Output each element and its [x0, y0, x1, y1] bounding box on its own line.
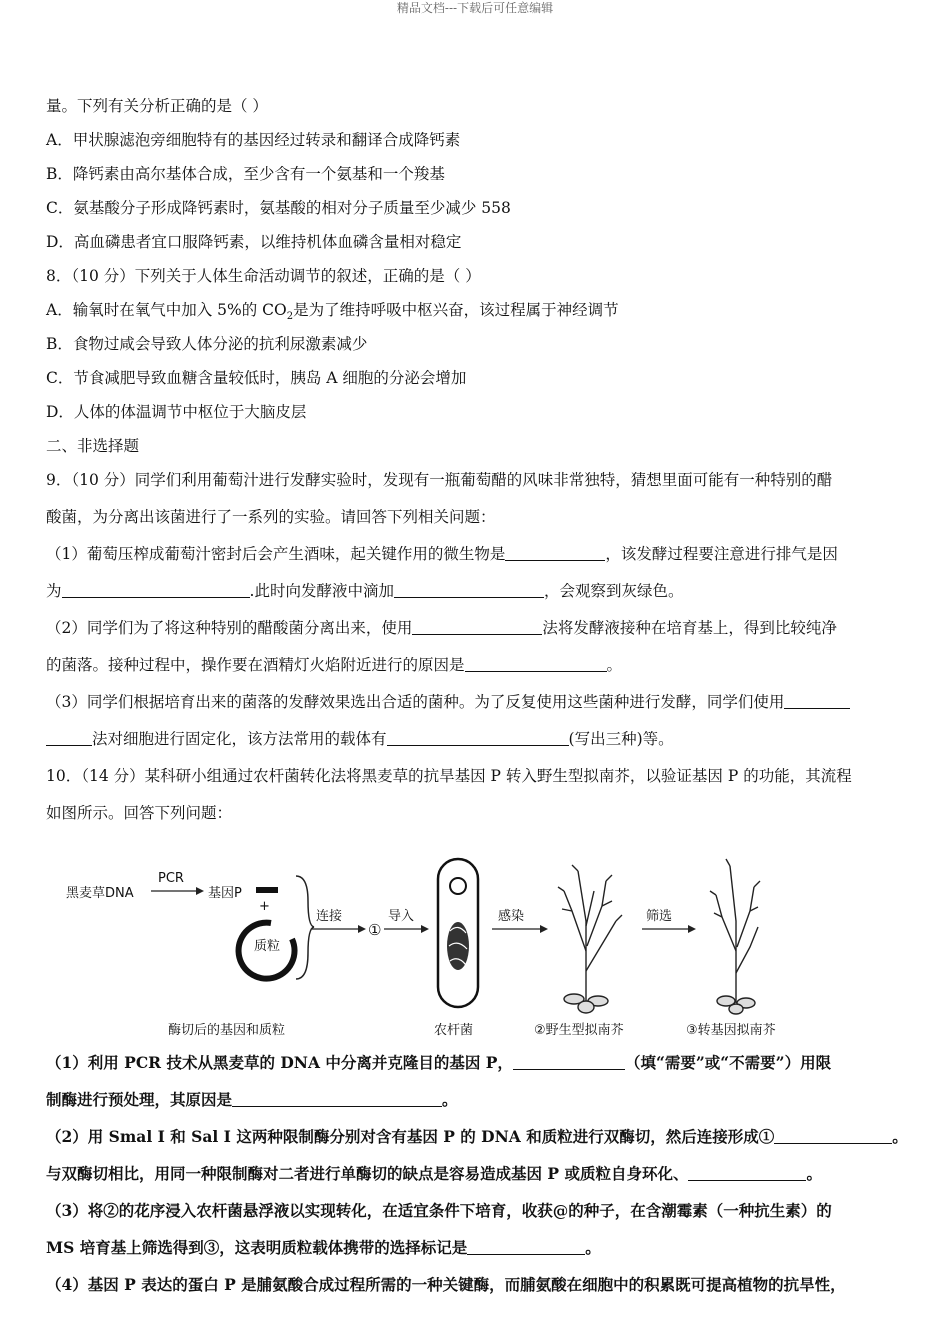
q9-part1-line2: 为 .此时向发酵液中滴加 ，会观察到灰绿色。 — [46, 582, 684, 600]
screen-label: 筛选 — [646, 909, 673, 924]
answer-blank — [784, 692, 850, 709]
answer-blank — [412, 618, 542, 635]
answer-blank — [467, 1238, 585, 1255]
answer-blank — [62, 581, 250, 598]
gene-label: 基因P — [208, 886, 242, 901]
q10-part1-line1: （1）利用 PCR 技术从黑麦草的 DNA 中分离并克隆目的基因 P， （填“需要”或“不需要”）用限 — [46, 1053, 832, 1072]
q10-part3-line1: （3）将②的花序浸入农杆菌悬浮液以实现转化，在适宜条件下培育，收获@的种子，在含潮霉素（一种抗生素）的 — [46, 1201, 832, 1220]
q10-part1-line2: 制酶进行预处理，其原因是 。 — [46, 1090, 458, 1109]
plasmid-in-cell-icon — [450, 878, 466, 894]
infect-label: 感染 — [498, 909, 525, 924]
import-label: 导入 — [388, 909, 415, 924]
answer-blank — [505, 544, 605, 561]
q9-part2-line2: 的菌落。接种过程中，操作要在酒精灯火焰附近进行的原因是 。 — [46, 656, 623, 674]
plasmid-label: 质粒 — [254, 939, 281, 954]
q10-flow-diagram — [46, 851, 906, 1041]
answer-blank — [387, 729, 569, 746]
q7-option-c: C．氨基酸分子形成降钙素时，氨基酸的相对分子质量至少减少 558 — [46, 199, 511, 217]
answer-blank — [465, 655, 607, 672]
q8-option-a: A．输氧时在氧气中加入 5%的 $CO_2$是为了维持呼吸中枢兴奋，该过程属于神经调节 — [46, 301, 619, 323]
q9-part1-line1: （1）葡萄压榨成葡萄汁密封后会产生酒味，起关键作用的微生物是 ，该发酵过程要注意进行排气是因 — [46, 545, 838, 563]
q8-option-d: D．人体的体温调节中枢位于大脑皮层 — [46, 403, 307, 421]
page-header: 精品文档---下载后可任意编辑 — [396, 1, 554, 15]
q9-stem-line1: 9．（10 分）同学们利用葡萄汁进行发酵实验时，发现有一瓶葡萄醋的风味非常独特，猜想里面可能有一种特别的醋 — [46, 471, 833, 489]
q10-part2-line1: （2）用 Smal I 和 Sal I 这两种限制酶分别对含有基因 P 的 DNA 和质粒进行双酶切，然后连接形成① 。 — [46, 1127, 908, 1146]
caption-wild: ②野生型拟南芥 — [534, 1023, 624, 1038]
q7-option-d: D．高血磷患者宜口服降钙素，以维持机体血磷含量相对稳定 — [46, 233, 462, 251]
pcr-label: PCR — [158, 871, 184, 886]
connect-label: 连接 — [316, 909, 343, 924]
transgenic-arabidopsis-icon — [710, 859, 760, 1014]
plus-sign: + — [259, 899, 270, 914]
brace-icon — [296, 876, 314, 979]
q9-stem-line2: 酸菌，为分离出该菌进行了一系列的实验。请回答下列相关问题： — [46, 508, 496, 526]
q9-part2-line1: （2）同学们为了将这种特别的醋酸菌分离出来，使用 法将发酵液接种在培育基上，得到比较纯净 — [46, 619, 837, 637]
arrowhead-icon — [421, 925, 429, 933]
q9-part3-line2: 法对细胞进行固定化，该方法常用的载体有 (写出三种)等。 — [46, 729, 906, 766]
q7-option-b: B．降钙素由高尔基体合成，至少含有一个氨基和一个羧基 — [46, 165, 445, 183]
document-body — [46, 96, 906, 1312]
q10-part3-line2: MS 培育基上筛选得到③，这表明质粒载体携带的选择标记是 。 — [46, 1238, 601, 1257]
q10-stem-line2: 如图所示。回答下列问题： — [46, 804, 233, 822]
answer-blank — [513, 1053, 625, 1070]
q7-option-a: A．甲状腺滤泡旁细胞特有的基因经过转录和翻译合成降钙素 — [46, 131, 461, 149]
gene-fragment-icon — [256, 887, 278, 893]
chromosome-icon — [447, 922, 469, 970]
q10-stem-line1: 10．（14 分）某科研小组通过农杆菌转化法将黑麦草的抗旱基因 P 转入野生型拟南芥，以验证基因 P 的功能，其流程 — [46, 767, 852, 785]
caption-enzyme: 酶切后的基因和质粒 — [168, 1023, 286, 1038]
answer-blank — [394, 581, 544, 598]
q8-option-b: B．食物过咸会导致人体分泌的抗利尿激素减少 — [46, 335, 368, 353]
arrowhead-icon — [196, 887, 204, 895]
q10-part2-line2: 与双酶切相比，用同一种限制酶对二者进行单酶切的缺点是容易造成基因 P 或质粒自身环化、 。 — [46, 1164, 822, 1183]
q8-option-c: C．节食减肥导致血糖含量较低时，胰岛 A 细胞的分泌会增加 — [46, 369, 467, 387]
arrowhead-icon — [688, 925, 696, 933]
caption-transgenic: ③转基因拟南芥 — [686, 1023, 776, 1038]
q8-stem: 8．（10 分）下列关于人体生命活动调节的叙述，正确的是（ ） — [46, 267, 481, 285]
arrowhead-icon — [358, 925, 366, 933]
answer-blank — [774, 1127, 892, 1144]
arrowhead-icon — [540, 925, 548, 933]
wild-arabidopsis-icon — [558, 865, 622, 1013]
answer-blank — [46, 729, 92, 746]
answer-blank — [232, 1090, 442, 1107]
section-heading: 二、非选择题 — [46, 437, 140, 455]
q10-part4-line1: （4）基因 P 表达的蛋白 P 是脯氨酸合成过程所需的一种关键酶，而脯氨酸在细胞中的积累既可提高植物的抗旱性， — [46, 1275, 846, 1294]
dna-label: 黑麦草DNA — [66, 886, 134, 901]
caption-agrobacterium: 农杆菌 — [434, 1023, 474, 1038]
q9-part3-line1: （3）同学们根据培育出来的菌落的发酵效果选出合适的菌种。为了反复使用这些菌种进行发酵，同学们使用 — [46, 692, 906, 729]
product-1-label: ① — [368, 921, 382, 939]
answer-blank — [688, 1164, 806, 1181]
q7-stem-tail: 量。下列有关分析正确的是（ ） — [46, 97, 268, 115]
